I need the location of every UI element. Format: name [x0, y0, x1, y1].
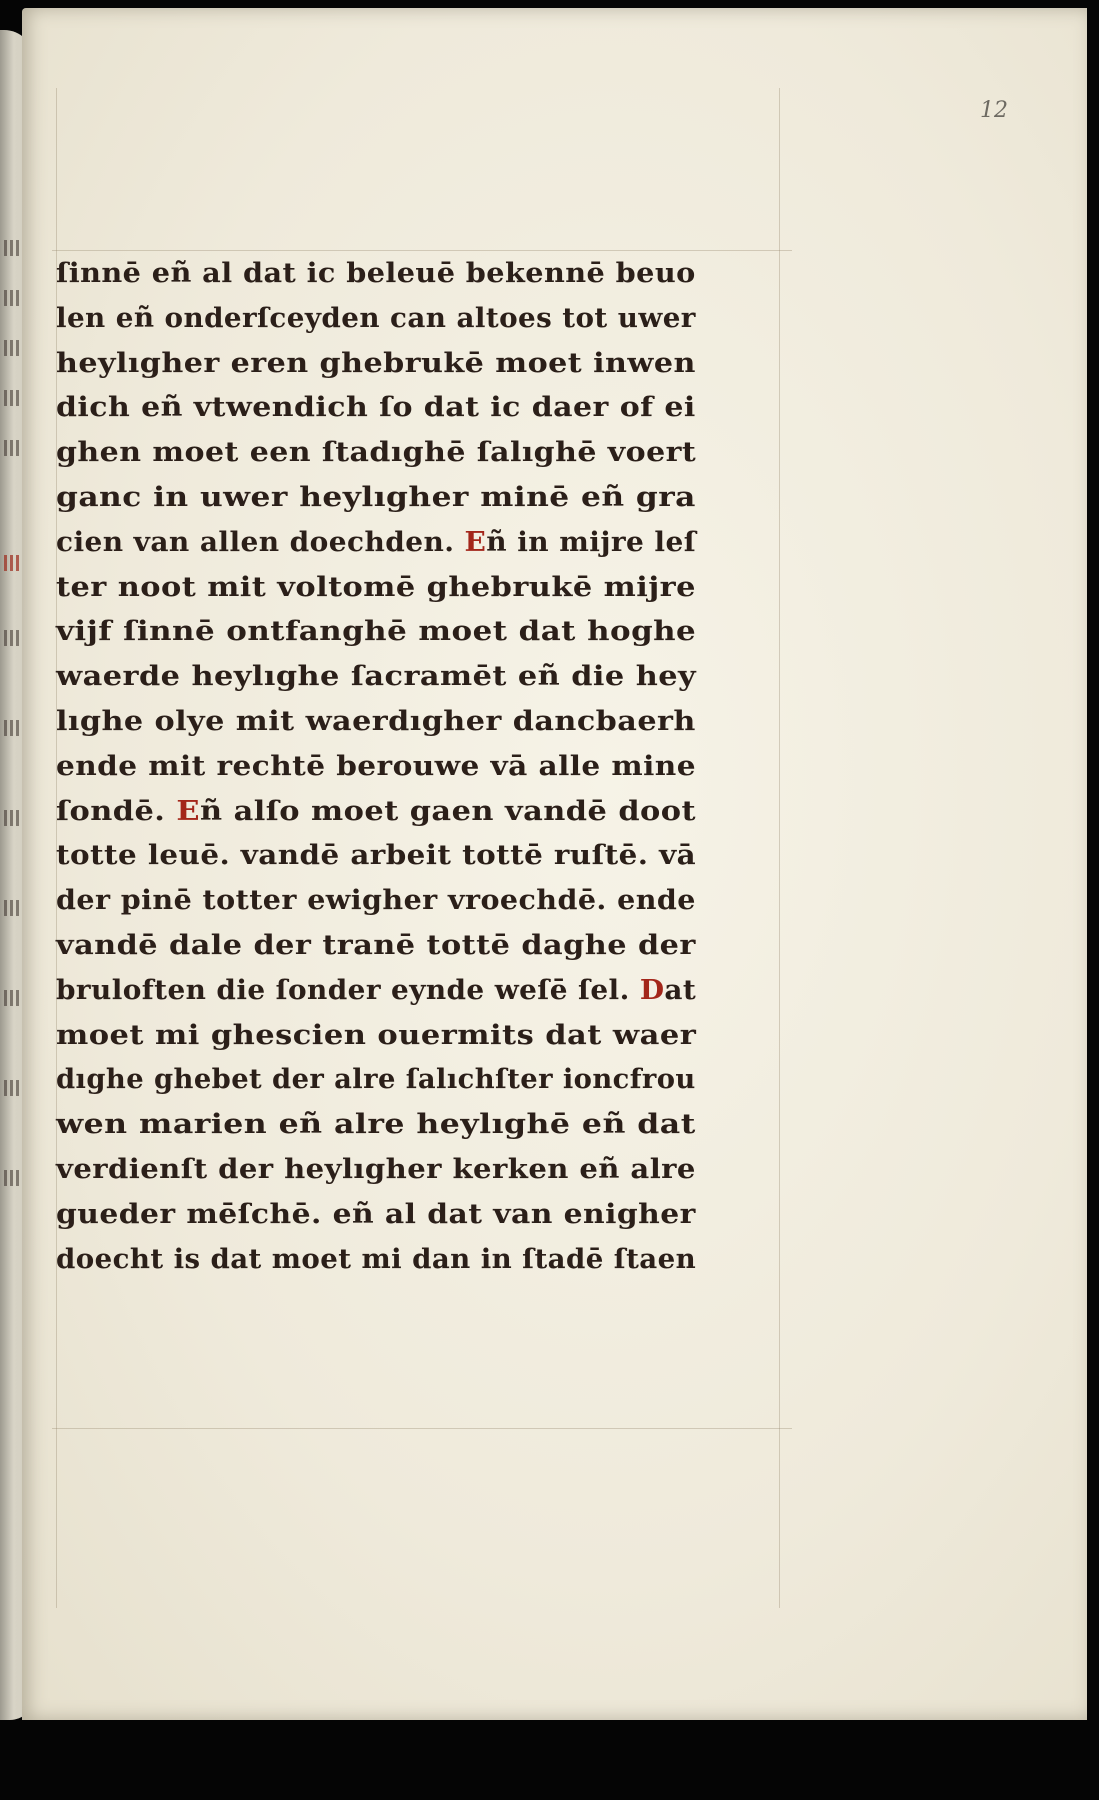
text-line — [56, 1238, 846, 1283]
text-line-content: ſinnē eñ al dat ic beleuē bekennē beuo — [56, 258, 696, 289]
text-line — [56, 1193, 846, 1238]
ruling-line-top — [52, 250, 792, 251]
text-line-content: der pinē totter ewigher vroechdē. ende — [56, 885, 696, 917]
text-line-content: bruloften die ſonder eynde weſē ſel. Dat — [56, 974, 697, 1006]
rubricated-initial: E — [464, 526, 487, 558]
text-line — [56, 476, 846, 521]
text-line — [56, 700, 846, 745]
text-line-content: heylıgher eren ghebrukē moet inwen — [56, 347, 696, 379]
text-line-content: waerde heylıghe ſacramēt eñ die hey — [56, 661, 697, 693]
text-line — [56, 610, 846, 655]
text-line — [56, 1148, 846, 1193]
text-line — [56, 879, 846, 924]
text-line — [56, 790, 846, 835]
text-line — [56, 969, 846, 1014]
text-line-content: ganc in uwer heylıgher minē eñ gra — [56, 481, 696, 513]
text-line-content: gueder mēſchē. eñ al dat van enigher — [56, 1198, 696, 1230]
text-line-content: vandē dale der tranē tottē daghe der — [56, 929, 696, 961]
text-line — [56, 566, 846, 611]
rubricated-initial: E — [176, 795, 201, 827]
text-line-content: len eñ onderſceyden can altoes tot uwer — [56, 302, 696, 334]
text-line-content: ende mit rechtē berouwe vā alle mine — [56, 750, 696, 782]
text-line — [56, 252, 846, 297]
text-line-content: lıghe olye mit waerdıgher dancbaerh — [56, 705, 696, 737]
text-line — [56, 1103, 846, 1148]
text-line-content: ſondē. Eñ alſo moet gaen vandē doot — [56, 795, 696, 827]
text-line-content: doecht is dat moet mi dan in ſtadē ſtaen — [56, 1243, 697, 1275]
text-line-content: wen marien eñ alre heylıghē eñ dat — [56, 1109, 696, 1141]
text-line — [56, 655, 846, 700]
text-line-content: vijf ſinnē ontfanghē moet dat hoghe — [56, 616, 697, 648]
ruling-line-bottom — [52, 1428, 792, 1429]
text-line-content: cien van allen doechden. Eñ in mijre leſ — [56, 526, 697, 558]
text-line-content: dıghe ghebet der alre ſalıchſter ioncfrou — [56, 1064, 696, 1096]
text-line-content: verdienſt der heylıgher kerken eñ alre — [56, 1153, 696, 1185]
text-line — [56, 342, 846, 387]
text-line — [56, 1014, 846, 1059]
text-line-content: moet mi ghescien ouermits dat waer — [56, 1019, 697, 1051]
text-line-content: dich eñ vtwendich ſo dat ic daer of ei — [56, 392, 696, 424]
rubricated-initial: D — [639, 974, 665, 1006]
folio-number: 12 — [980, 98, 1008, 123]
text-line — [56, 745, 846, 790]
text-line — [56, 521, 846, 566]
text-column — [56, 252, 846, 1282]
text-line-content: totte leuē. vandē arbeit tottē ruſtē. vā — [56, 840, 697, 872]
text-line — [56, 834, 846, 879]
text-line — [56, 1058, 846, 1103]
text-line — [56, 386, 846, 431]
text-line — [56, 431, 846, 476]
text-line-content: ghen moet een ſtadıghē ſalıghē voert — [56, 437, 697, 469]
text-line — [56, 297, 846, 342]
text-line-content: ter noot mit voltomē ghebrukē mijre — [56, 571, 696, 603]
text-line — [56, 924, 846, 969]
